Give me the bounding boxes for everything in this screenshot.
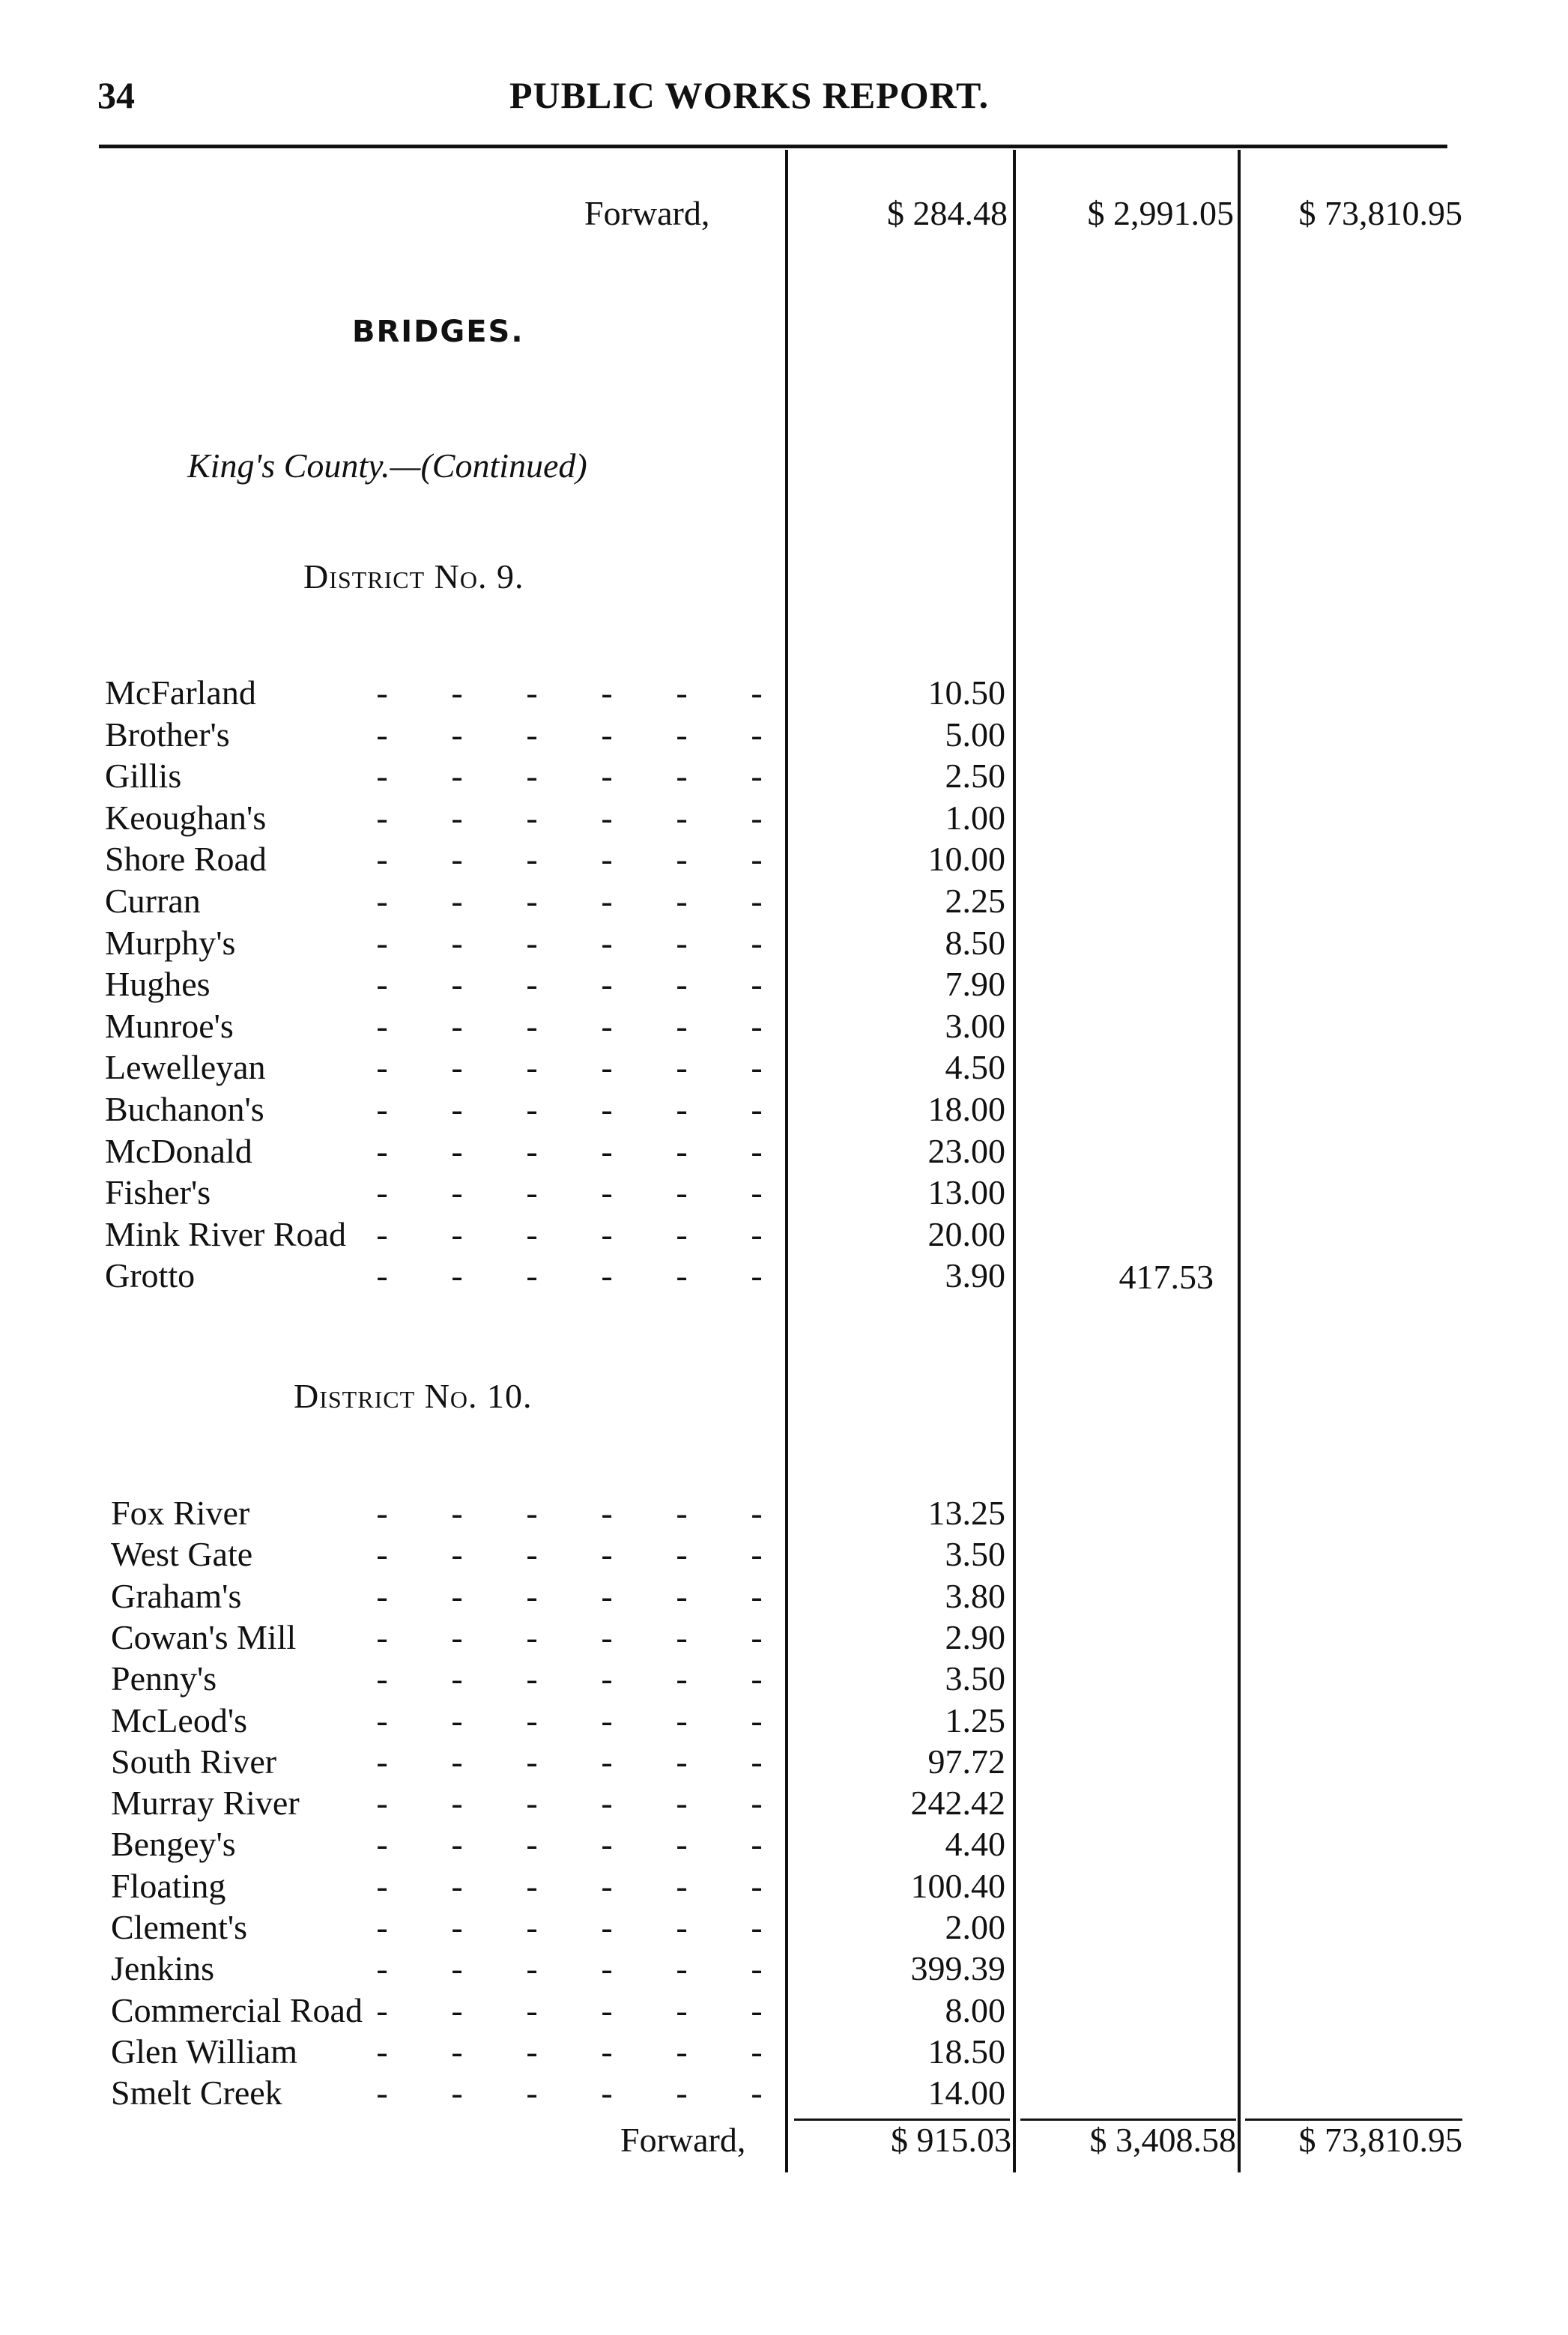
leader-dashes: - - - - - - — [376, 1990, 763, 2029]
bridge-name: Clement's — [111, 1908, 248, 1946]
bridge-amount: 3.50 — [945, 1659, 1005, 1698]
bridge-amount: 3.50 — [945, 1535, 1005, 1574]
bridge-amount: 2.90 — [945, 1617, 1005, 1656]
ledger-row — [111, 2032, 1005, 2074]
ledger-row — [111, 1783, 1005, 1825]
bridge-name: Gillis — [105, 757, 182, 796]
ledger-row — [105, 1172, 1005, 1214]
running-title: PUBLIC WORKS REPORT. — [509, 74, 990, 116]
bridge-amount: 20.00 — [927, 1214, 1005, 1253]
leader-dashes: - - - - - - — [376, 1494, 763, 1532]
forward-bottom-col3: $ 73,810.95 — [1298, 2121, 1462, 2159]
ledger-row — [105, 1256, 1005, 1297]
bridge-name: Grotto — [105, 1256, 196, 1295]
bridge-amount: 2.00 — [945, 1908, 1005, 1946]
ledger-row — [111, 1700, 1005, 1742]
bridge-amount: 4.40 — [945, 1825, 1005, 1864]
bridge-name: Bengey's — [111, 1825, 236, 1864]
bridge-amount: 14.00 — [927, 2074, 1005, 2113]
bridge-amount: 13.25 — [927, 1494, 1005, 1532]
leader-dashes: - - - - - - — [376, 673, 763, 712]
ledger-row — [105, 715, 1005, 757]
column-rule-2 — [1013, 150, 1016, 2172]
bridge-amount: 97.72 — [927, 1742, 1005, 1781]
bridge-name: Keoughan's — [105, 798, 267, 837]
leader-dashes: - - - - - - — [376, 882, 763, 920]
leader-dashes: - - - - - - — [376, 1576, 763, 1615]
bridge-name: Curran — [105, 882, 201, 920]
leader-dashes: - - - - - - — [376, 1949, 763, 1988]
bridge-name: Glen William — [111, 2032, 297, 2071]
ledger-row — [105, 881, 1005, 923]
bridge-amount: 18.00 — [927, 1090, 1005, 1128]
county-title: King's County.—(Continued) — [187, 446, 587, 485]
leader-dashes: - - - - - - — [376, 1535, 763, 1574]
bridge-name: West Gate — [111, 1535, 253, 1574]
bridge-amount: 5.00 — [945, 715, 1005, 754]
forward-bottom-col2: $ 3,408.58 — [1089, 2121, 1236, 2159]
bridge-name: McDonald — [105, 1131, 252, 1170]
bridge-name: Murphy's — [105, 923, 236, 962]
bridge-amount: 1.00 — [945, 798, 1005, 837]
bridge-amount: 18.50 — [927, 2032, 1005, 2071]
ledger-row — [111, 1617, 1005, 1659]
bridge-name: Murray River — [111, 1784, 300, 1823]
bridge-name: Hughes — [105, 965, 211, 1004]
forward-label-bottom: Forward, — [620, 2121, 746, 2159]
bridge-amount: 3.00 — [945, 1006, 1005, 1045]
bridge-name: Mink River Road — [105, 1214, 346, 1253]
bridge-name: Shore Road — [105, 840, 267, 879]
bridge-name: Fox River — [111, 1494, 250, 1532]
bridge-amount: 8.50 — [945, 923, 1005, 962]
bridge-amount: 3.90 — [945, 1256, 1005, 1295]
ledger-row — [111, 1907, 1005, 1949]
district-10-title: District No. 10. — [294, 1377, 533, 1415]
bridge-name: Smelt Creek — [111, 2074, 282, 2113]
leader-dashes: - - - - - - — [376, 965, 763, 1004]
leader-dashes: - - - - - - — [376, 1742, 763, 1781]
ledger-row — [111, 1493, 1005, 1535]
leader-dashes: - - - - - - — [376, 1700, 763, 1739]
ledger-row — [111, 1824, 1005, 1866]
ledger-row — [105, 756, 1005, 798]
bridge-amount: 10.00 — [927, 840, 1005, 879]
section-title: BRIDGES. — [352, 315, 524, 349]
leader-dashes: - - - - - - — [376, 1825, 763, 1864]
leader-dashes: - - - - - - — [376, 1866, 763, 1905]
bridge-name: Brother's — [105, 715, 230, 754]
bridge-name: Commercial Road — [111, 1990, 363, 2029]
leader-dashes: - - - - - - — [376, 798, 763, 837]
ledger-row — [105, 923, 1005, 965]
bridge-amount: 23.00 — [927, 1131, 1005, 1170]
bridge-amount: 399.39 — [910, 1949, 1005, 1988]
bridge-amount: 10.50 — [927, 673, 1005, 712]
ledger-row — [105, 673, 1005, 715]
leader-dashes: - - - - - - — [376, 840, 763, 879]
district-9-subtotal: 417.53 — [1119, 1258, 1214, 1296]
district-9-title: District No. 9. — [303, 557, 524, 596]
bridge-amount: 13.00 — [927, 1173, 1005, 1212]
leader-dashes: - - - - - - — [376, 1214, 763, 1253]
leader-dashes: - - - - - - — [376, 1131, 763, 1170]
leader-dashes: - - - - - - — [376, 1908, 763, 1946]
ledger-row — [111, 1990, 1005, 2032]
bridge-name: Munroe's — [105, 1006, 234, 1045]
header-rule — [99, 145, 1447, 148]
bridge-amount: 1.25 — [945, 1700, 1005, 1739]
ledger-row — [111, 1742, 1005, 1784]
leader-dashes: - - - - - - — [376, 1784, 763, 1823]
leader-dashes: - - - - - - — [376, 757, 763, 796]
bridge-amount: 4.50 — [945, 1048, 1005, 1087]
ledger-row — [105, 839, 1005, 881]
bridge-name: Floating — [111, 1866, 226, 1905]
leader-dashes: - - - - - - — [376, 715, 763, 754]
ledger-row — [111, 2073, 1005, 2115]
ledger-row — [105, 1131, 1005, 1173]
bridge-name: South River — [111, 1742, 277, 1781]
bridge-name: Graham's — [111, 1576, 242, 1615]
ledger-row — [105, 1047, 1005, 1089]
forward-top-col2: $ 2,991.05 — [1087, 194, 1234, 232]
ledger-row — [111, 1534, 1005, 1576]
bridge-name: Jenkins — [111, 1949, 214, 1988]
bridge-amount: 2.50 — [945, 757, 1005, 796]
bridge-name: Fisher's — [105, 1173, 211, 1212]
forward-label-top: Forward, — [584, 194, 710, 232]
leader-dashes: - - - - - - — [376, 923, 763, 962]
leader-dashes: - - - - - - — [376, 2074, 763, 2113]
leader-dashes: - - - - - - — [376, 1659, 763, 1698]
ledger-row — [111, 1948, 1005, 1990]
forward-top-col3: $ 73,810.95 — [1298, 194, 1462, 232]
ledger-row — [111, 1659, 1005, 1700]
bridge-amount: 100.40 — [910, 1866, 1005, 1905]
bridge-name: Lewelleyan — [105, 1048, 266, 1087]
leader-dashes: - - - - - - — [376, 1173, 763, 1212]
bridge-name: Cowan's Mill — [111, 1617, 297, 1656]
ledger-row — [105, 1214, 1005, 1256]
ledger-row — [105, 964, 1005, 1006]
ledger-row — [105, 1089, 1005, 1131]
ledger-row — [111, 1576, 1005, 1618]
leader-dashes: - - - - - - — [376, 1090, 763, 1128]
ledger-row — [105, 1006, 1005, 1048]
leader-dashes: - - - - - - — [376, 2032, 763, 2071]
column-rule-3 — [1238, 150, 1241, 2172]
bridge-amount: 7.90 — [945, 965, 1005, 1004]
leader-dashes: - - - - - - — [376, 1048, 763, 1087]
bridge-amount: 8.00 — [945, 1990, 1005, 2029]
leader-dashes: - - - - - - — [376, 1006, 763, 1045]
ledger-row — [111, 1866, 1005, 1908]
bridge-name: Buchanon's — [105, 1090, 264, 1128]
page-number: 34 — [97, 74, 135, 116]
ledger-row — [105, 798, 1005, 840]
leader-dashes: - - - - - - — [376, 1256, 763, 1295]
bridge-name: McLeod's — [111, 1700, 248, 1739]
bridge-amount: 2.25 — [945, 882, 1005, 920]
forward-bottom-col1: $ 915.03 — [891, 2121, 1011, 2159]
bridge-name: McFarland — [105, 673, 256, 712]
leader-dashes: - - - - - - — [376, 1617, 763, 1656]
bridge-amount: 3.80 — [945, 1576, 1005, 1615]
bridge-name: Penny's — [111, 1659, 217, 1698]
bridge-amount: 242.42 — [910, 1784, 1005, 1823]
forward-top-col1: $ 284.48 — [887, 194, 1008, 232]
